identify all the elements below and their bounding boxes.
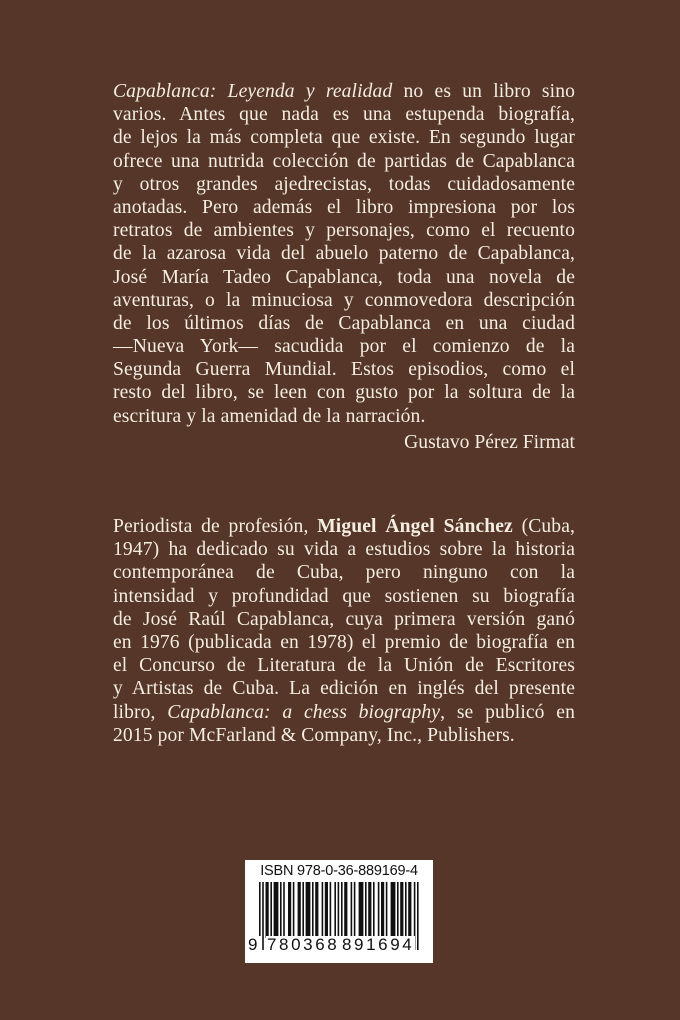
author-bio-paragraph: [113, 515, 575, 747]
review-line: Segunda Guerra Mundial. Estos episodios, como el: [113, 359, 575, 381]
bio-line: intensidad y profundidad que sostienen su biografía: [113, 585, 575, 607]
bio-line: 2015 por McFarland & Company, Inc., Publishers.: [113, 724, 515, 746]
isbn-label: ISBN 978-0-36-889169-4: [260, 863, 418, 879]
bio-line: de José Raúl Capablanca, cuya primera versión ganó: [113, 608, 575, 630]
book-title-italic: Capablanca: Leyenda y realidad: [113, 81, 393, 102]
isbn-barcode: [245, 860, 433, 963]
review-line: varios. Antes que nada es una estupenda biografía,: [113, 104, 575, 126]
barcode-digits-left: 780368: [267, 935, 340, 954]
barcode-digits-right: 891694: [342, 935, 415, 954]
bio-line: y Artistas de Cuba. La edición en inglés del presente: [113, 678, 575, 700]
bio-line: el Concurso de Literatura de la Unión de Escritores: [113, 655, 575, 677]
review-line: José María Tadeo Capablanca, toda una novela de: [113, 266, 575, 288]
review-line: escritura y la amenidad de la narración.: [113, 405, 426, 427]
bio-line: en 1976 (publicada en 1978) el premio de biografía en: [113, 631, 575, 653]
review-line: y otros grandes ajedrecistas, todas cuidadosamente: [113, 173, 575, 195]
review-signature: Gustavo Pérez Firmat: [404, 432, 575, 453]
review-line: de los últimos días de Capablanca en una ciudad: [113, 312, 575, 334]
bio-line: Periodista de profesión, Miguel Ángel Sánchez (Cuba,: [113, 516, 575, 537]
bio-line: libro, Capablanca: a chess biography, se publicó en: [113, 701, 575, 723]
review-line: ofrece una nutrida colección de partidas de Capablanca: [113, 150, 575, 172]
review-line: de la azarosa vida del abuelo paterno de Capablanca,: [113, 243, 575, 265]
review-line: retratos de ambientes y personajes, como el recuento: [113, 220, 575, 242]
review-paragraph: [113, 80, 575, 428]
review-line: anotadas. Pero además el libro impresiona por los: [113, 196, 575, 218]
bio-line: contemporánea de Cuba, pero ninguno con la: [113, 562, 575, 584]
review-line: de lejos la más completa que existe. En segundo lugar: [113, 127, 575, 149]
english-title-italic: Capablanca: a chess biography: [167, 701, 441, 723]
review-line: —Nueva York— sacudida por el comienzo de la: [113, 336, 575, 358]
review-line: aventuras, o la minuciosa y conmovedora descripción: [113, 289, 575, 311]
bio-line: 1947) ha dedicado su vida a estudios sobre la historia: [113, 539, 575, 561]
author-name: Miguel Ángel Sánchez: [317, 516, 513, 537]
review-line: Capablanca: Leyenda y realidad no es un libro sino: [113, 81, 575, 102]
barcode-digit-first: 9: [248, 935, 261, 954]
review-line: resto del libro, se leen con gusto por la soltura de la: [113, 382, 575, 404]
